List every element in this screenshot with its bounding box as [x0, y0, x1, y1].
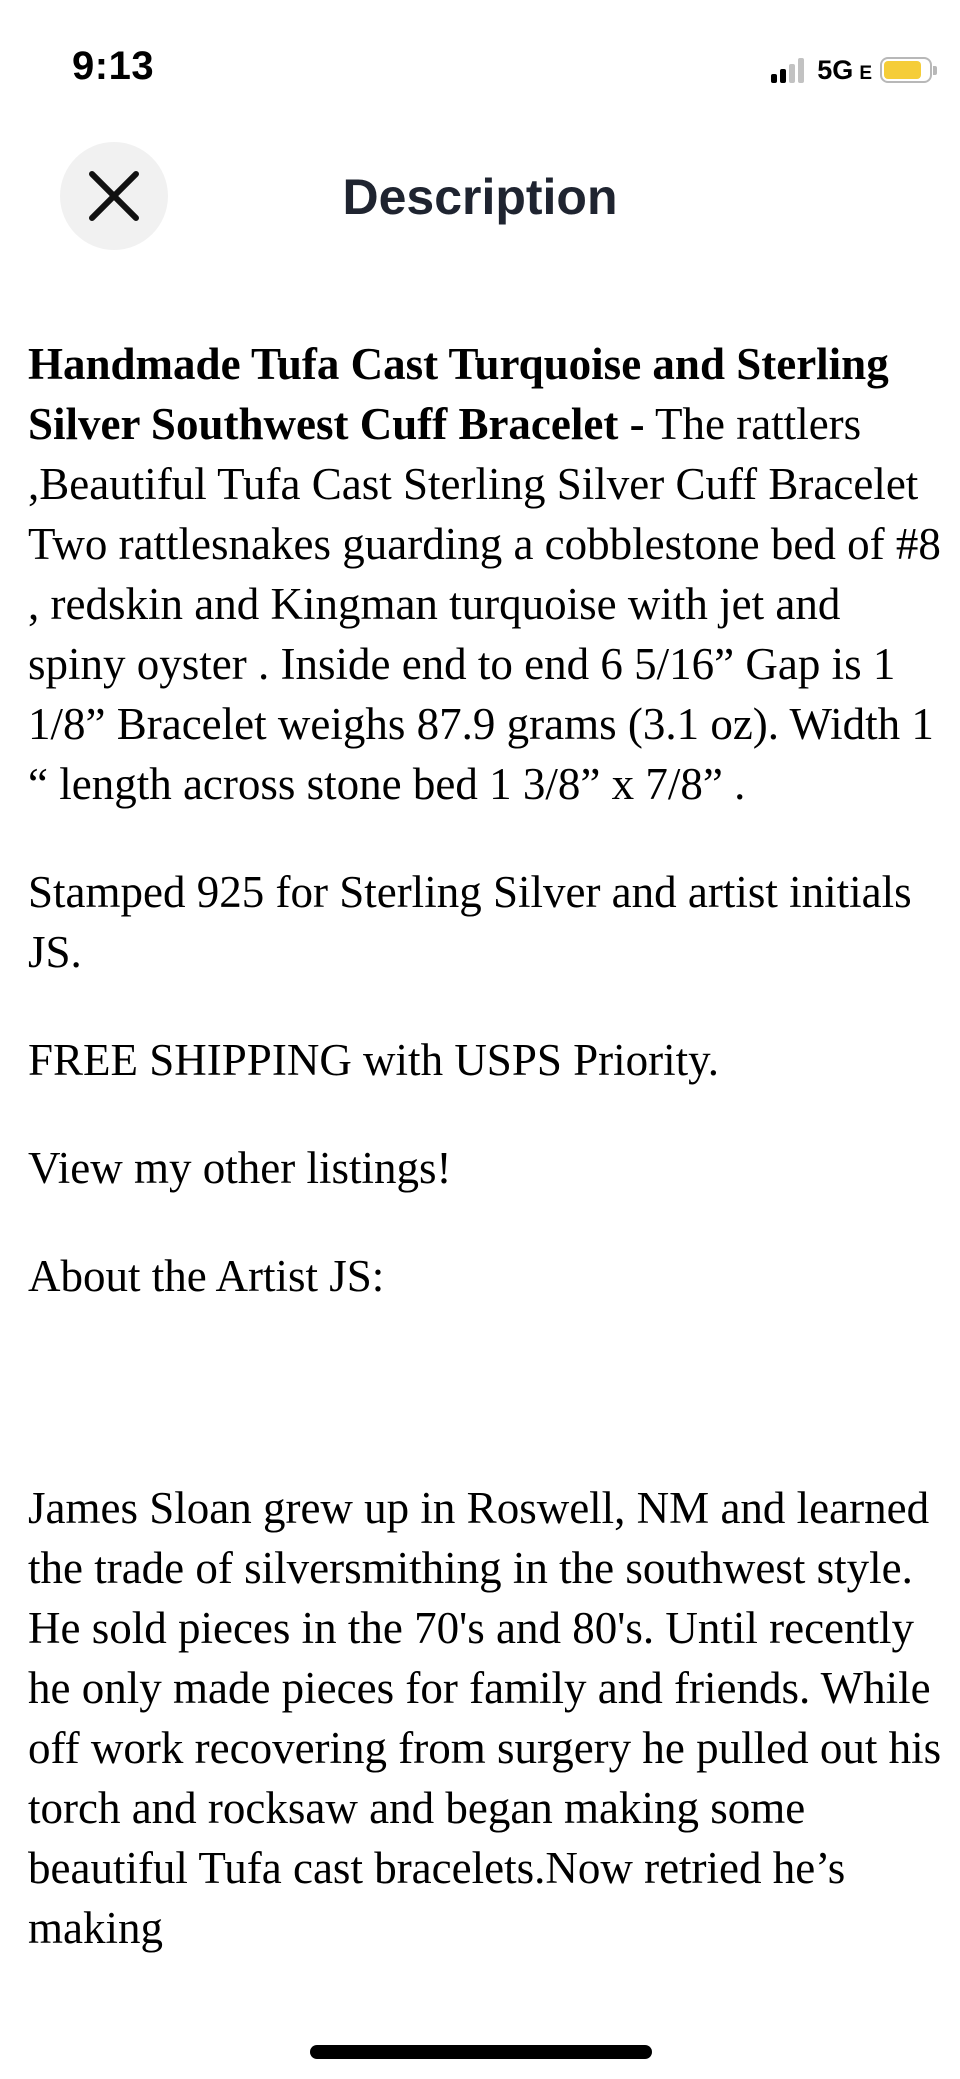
status-icons: [771, 52, 932, 88]
status-time: 9:13: [72, 44, 155, 88]
description-paragraph-main: [28, 334, 948, 814]
status-bar: [0, 0, 960, 130]
listings-text: View my other listings!: [28, 1143, 452, 1193]
home-indicator[interactable]: [310, 2045, 652, 2059]
battery-fill: [884, 61, 921, 79]
cellular-signal-icon: [771, 57, 807, 83]
description-intro: The rattlers ,Beautiful Tufa Cast Sterling Silver Cuff Bracelet Two rattlesnakes guarding a cobblestone bed of #8 , redskin and Kingman turquoise with jet and spiny oyster . Inside end to end 6 5/16” Gap is 1 1/8” Bracelet weighs 87.9 grams (3.1 oz). Width 1 “ length across stone bed 1 3/8” x 7/8” .: [28, 399, 941, 809]
description-content: [28, 334, 948, 1999]
network-type: 5G: [817, 54, 854, 85]
page-title: Description: [342, 169, 618, 225]
shipping-text: FREE SHIPPING with USPS Priority.: [28, 1035, 719, 1085]
battery-icon: [880, 57, 932, 83]
spacer: [28, 1354, 948, 1478]
listing-title: Handmade Tufa Cast Turquoise and Sterling Silver Southwest Cuff Bracelet -: [28, 339, 889, 449]
about-heading: About the Artist JS:: [28, 1251, 385, 1301]
stamped-text: Stamped 925 for Sterling Silver and artist initials JS.: [28, 867, 912, 977]
network-type-sub: E: [859, 63, 872, 84]
artist-bio: James Sloan grew up in Roswell, NM and learned the trade of silversmithing in the southwest style. He sold pieces in the 70's and 80's. Until recently he only made pieces for family and friends. While off work recovering from surgery he pulled out his torch and rocksaw and began making some beautiful Tufa cast bracelets.Now retried he’s making: [28, 1483, 942, 1953]
header: [0, 140, 960, 252]
